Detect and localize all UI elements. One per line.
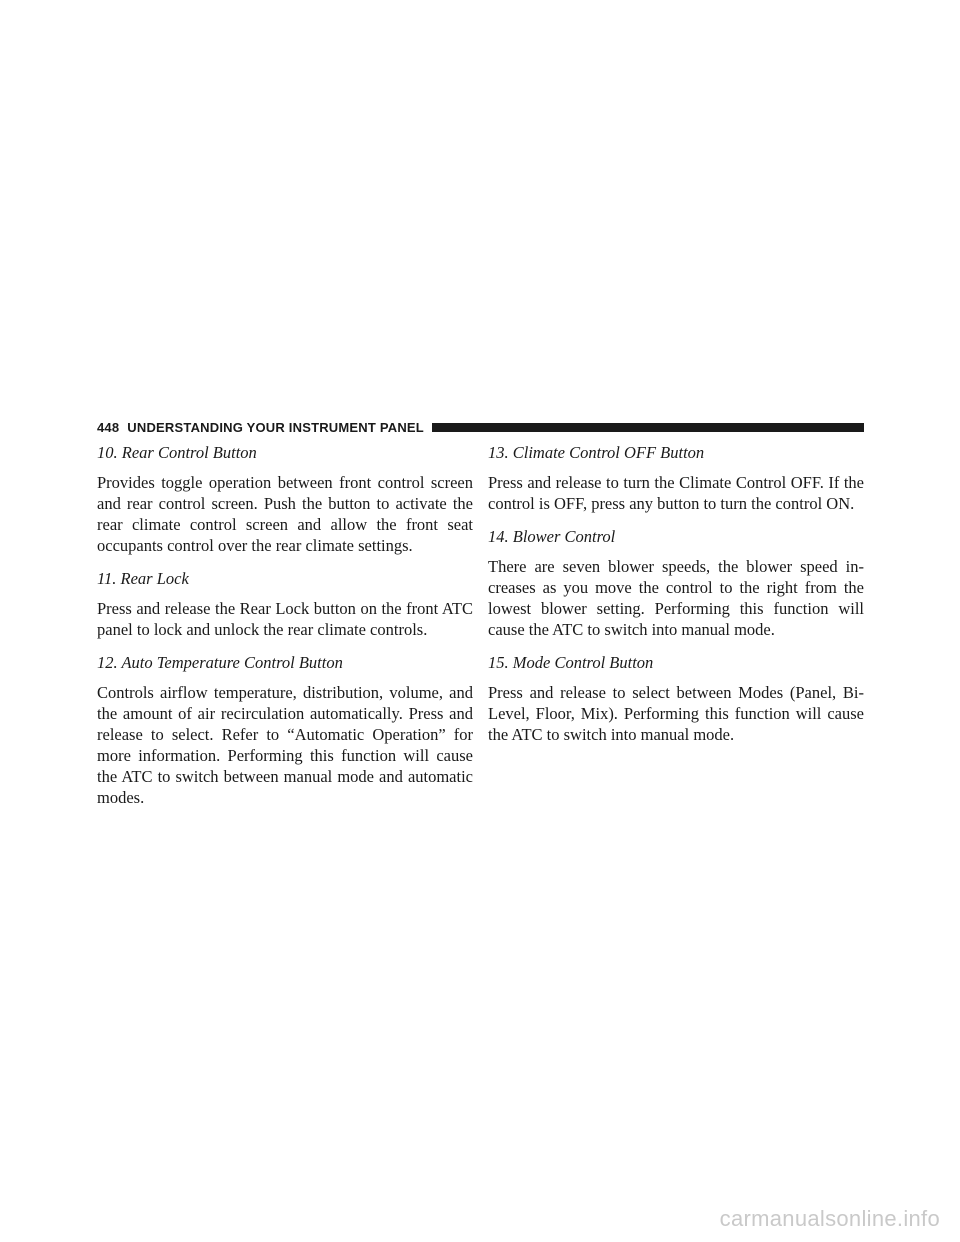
- header-rule: [432, 423, 864, 432]
- section-title: UNDERSTANDING YOUR INSTRUMENT PANEL: [127, 419, 424, 435]
- item-rear-lock: [97, 568, 473, 640]
- item-heading: 11. Rear Lock: [97, 569, 189, 588]
- item-heading: 13. Climate Control OFF Button: [488, 443, 705, 462]
- item-auto-temperature-control-button: [97, 652, 473, 808]
- item-body: Press and release the Rear Lock button on the front ATC panel to lock and unlock the rear climate controls.: [97, 599, 473, 639]
- item-rear-control-button: [97, 442, 473, 556]
- item-blower-control: [488, 526, 864, 640]
- watermark: carmanualsonline.info: [719, 1206, 940, 1231]
- item-body: Provides toggle operation between front control screen and rear control screen. Push the button to activate the rear climate control screen and allow the front seat occupants control over the rear climate settings.: [97, 473, 473, 555]
- item-body: Press and release to turn the Climate Control OFF. If the control is OFF, press any button to turn the control ON.: [488, 473, 864, 513]
- item-body: Controls airflow temperature, distribution, volume, and the amount of air recirculation automatically. Press and release to select. Refer to “Automatic Operation” for more information. Performing this function will cause the ATC to switch between manual mode and automatic modes.: [97, 683, 473, 807]
- item-heading: 15. Mode Control Button: [488, 653, 654, 672]
- page-number: 448: [97, 419, 120, 435]
- right-column: [488, 442, 864, 757]
- left-column: [97, 442, 473, 820]
- item-climate-control-off-button: [488, 442, 864, 514]
- item-heading: 12. Auto Temperature Control Button: [97, 653, 343, 672]
- page-header: [97, 418, 864, 436]
- item-body: There are seven blower speeds, the blower speed increases as you move the control to the right from the lowest blower setting. Performing this function will cause the ATC to switch into manual mode.: [488, 557, 864, 639]
- item-mode-control-button: [488, 652, 864, 745]
- item-heading: 10. Rear Control Button: [97, 443, 257, 462]
- item-heading: 14. Blower Control: [488, 527, 616, 546]
- item-body: Press and release to select between Modes (Panel, Bi-Level, Floor, Mix). Performing this function will cause the ATC to switch into manual mode.: [488, 683, 864, 744]
